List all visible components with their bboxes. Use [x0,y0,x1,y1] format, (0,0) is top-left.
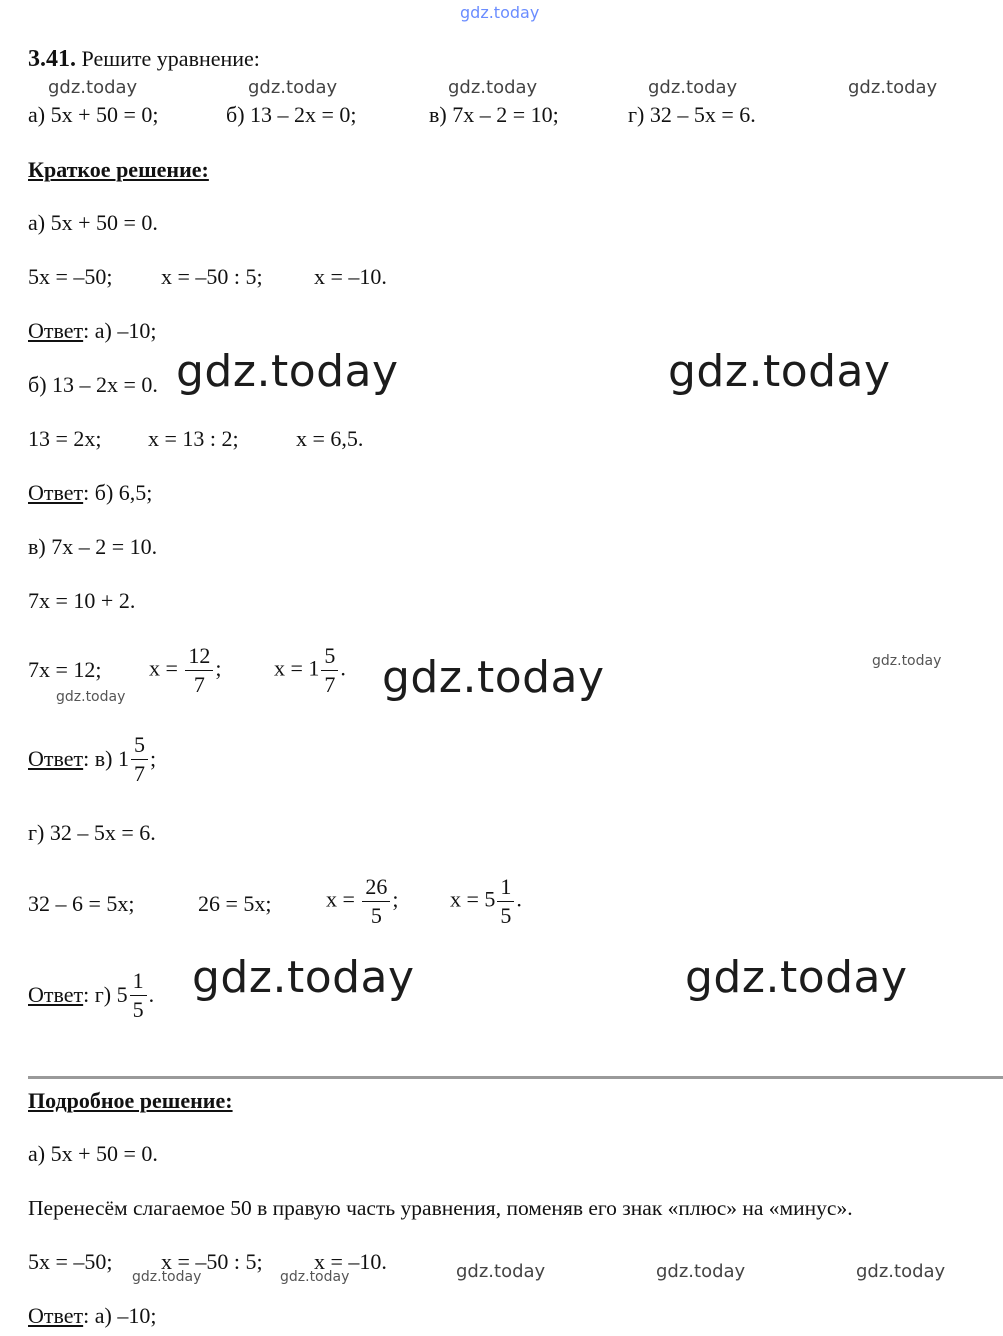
short-g-fraction-expr [326,876,399,927]
watermark: gdz.today [382,652,605,703]
watermark: gdz.today [248,77,338,98]
semicolon: ; [392,886,399,912]
detailed-a-step1: 5x = –50; [28,1249,113,1274]
watermark: gdz.today [668,346,891,397]
short-b-equation: б) 13 – 2x = 0. [28,372,158,397]
semicolon: ; [215,655,222,681]
watermark: gdz.today [656,1261,746,1282]
short-b-step3: x = 6,5. [296,426,364,451]
short-a-step1: 5x = –50; [28,264,113,289]
watermark: gdz.today [456,1261,546,1282]
detailed-a-equation: а) 5x + 50 = 0. [28,1141,158,1166]
answer-label: Ответ [28,480,84,505]
problem-number: 3.41. [28,46,76,72]
x-equals: x = 5 [450,886,496,912]
denominator: 5 [132,997,144,1022]
watermark: gdz.today [848,77,938,98]
numerator: 12 [185,645,213,671]
answer-label: Ответ [28,318,84,343]
short-g-steps [28,876,588,932]
part-g: г) 32 – 5x = 6. [628,102,756,127]
denominator: 7 [324,672,336,697]
detailed-solution-heading-text: Подробное решение: [28,1088,233,1113]
answer-label: Ответ [28,1303,84,1328]
x-equals: x = [326,886,355,912]
short-a-step2: x = –50 : 5; [161,264,263,289]
numerator: 1 [497,876,514,902]
short-g-equation: г) 32 – 5x = 6. [28,820,156,845]
answer-label: Ответ [28,982,84,1007]
short-a-steps [28,264,528,290]
short-v-step1: 7x = 10 + 2. [28,588,136,613]
denominator: 5 [370,903,382,928]
x-equals: x = [149,655,178,681]
fraction [185,645,213,696]
numerator: 5 [131,734,148,760]
denominator: 7 [133,761,145,786]
fraction [362,876,390,927]
answer-suffix: . [148,982,155,1007]
short-v-answer [28,734,156,790]
part-a: а) 5x + 50 = 0; [28,102,159,127]
short-g-mixed-expr [450,876,522,927]
problem-parts [28,102,928,128]
answer-value: : в) 1 [83,746,129,771]
watermark: gdz.today [280,1269,350,1285]
short-g-step2: 26 = 5x; [198,891,272,916]
detailed-a-step3: x = –10. [314,1249,387,1274]
short-v-equation: в) 7x – 2 = 10. [28,534,158,559]
short-a-step3: x = –10. [314,264,387,289]
detailed-a-step2: x = –50 : 5; [161,1249,263,1274]
watermark: gdz.today [192,952,415,1003]
answer-value: : а) –10; [83,1303,157,1328]
section-divider [28,1076,1003,1079]
fraction [130,970,147,1021]
short-b-answer [28,480,152,506]
problem-title [28,46,260,72]
short-b-step2: x = 13 : 2; [148,426,239,451]
answer-value: : б) 6,5; [83,480,153,505]
answer-suffix: ; [149,746,157,771]
numerator: 26 [362,876,390,902]
answer-value: : а) –10; [83,318,157,343]
short-v-fraction-expr [149,645,222,696]
short-v-step2: 7x = 12; [28,657,102,682]
watermark: gdz.today [132,1269,202,1285]
watermark: gdz.today [685,952,908,1003]
problem-statement: Решите уравнение: [81,46,260,71]
fraction [497,876,514,927]
watermark: gdz.today [856,1261,946,1282]
part-v: в) 7x – 2 = 10; [429,102,559,127]
watermark-top: gdz.today [460,3,540,22]
short-a-answer [28,318,156,344]
watermark: gdz.today [56,689,126,705]
denominator: 5 [500,903,512,928]
short-b-steps [28,426,528,452]
period: . [340,655,346,681]
fraction [321,645,338,696]
watermark: gdz.today [648,77,738,98]
numerator: 1 [130,970,147,996]
short-b-step1: 13 = 2x; [28,426,102,451]
answer-value: : г) 5 [83,982,128,1007]
answer-label: Ответ [28,746,84,771]
detailed-explanation: Перенесём слагаемое 50 в правую часть уравнения, поменяв его знак «плюс» на «минус». [28,1196,853,1220]
short-v-mixed-expr [274,645,346,696]
detailed-a-answer [28,1303,156,1329]
denominator: 7 [193,672,205,697]
watermark: gdz.today [48,77,138,98]
short-g-step1: 32 – 6 = 5x; [28,891,135,916]
short-solution-heading-text: Краткое решение: [28,157,209,182]
detailed-solution-heading [28,1088,233,1114]
x-equals: x = 1 [274,655,320,681]
watermark: gdz.today [872,653,942,669]
short-solution-heading [28,157,209,183]
part-b: б) 13 – 2x = 0; [226,102,357,127]
detailed-a-steps [28,1249,528,1275]
fraction [131,734,148,785]
short-a-equation: а) 5x + 50 = 0. [28,210,158,235]
short-g-answer [28,970,154,1026]
watermark: gdz.today [176,346,399,397]
watermark: gdz.today [448,77,538,98]
period: . [516,886,522,912]
numerator: 5 [321,645,338,671]
